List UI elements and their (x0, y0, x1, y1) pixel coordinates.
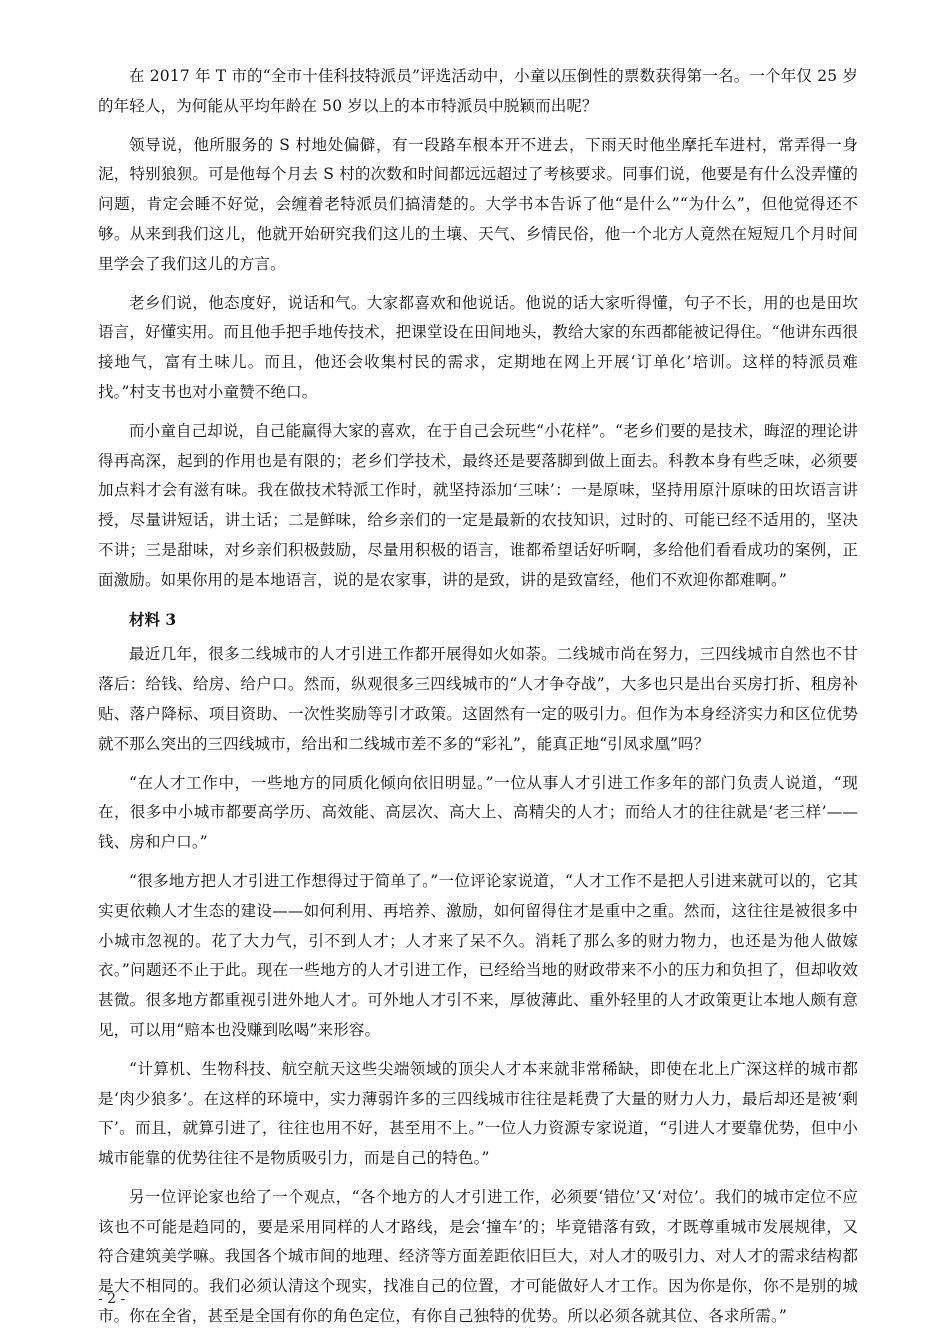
page-number: - 2 - (98, 1291, 126, 1307)
paragraph: “在人才工作中，一些地方的同质化倾向依旧明显。”一位从事人才引进工作多年的部门负责人说道，“现在，很多中小城市都要高学历、高效能、高层次、高大上、高精尖的人才；而给人才的往往就是‘老三样’——钱、房和户口。” (98, 773, 858, 852)
section-heading: 材料 3 (129, 609, 177, 629)
paragraph: 而小童自己却说，自己能赢得大家的喜欢，在于自己会玩些“小花样”。“老乡们要的是技术，晦涩的理论讲得再高深，起到的作用也是有限的；老乡们学技术，最终还是要落脚到做上面去。科教本身有些乏味，必须要加点料才会有滋有味。我在做技术特派工作时，就坚持添加‘三味’：一是原味，坚持用原汁原味的田坎语言讲授，尽量讲短话，讲土话；二是鲜味，给乡亲们的一定是最新的农技知识，过时的、可能已经不适用的，坚决不讲；三是甜味，对乡亲们积极鼓励，尽量用积极的语言，谁都希望话好听啊，多给他们看看成功的案例，正面激励。如果你用的是本地语言，说的是农家事，讲的是致，讲的是致富经，他们不欢迎你都难啊。” (98, 421, 858, 589)
paragraph: 领导说，他所服务的 S 村地处偏僻，有一段路车根本开不进去，下雨天时他坐摩托车进村，常弄得一身泥，特别狼狈。可是他每个月去 S 村的次数和时间都远远超过了考核要求。同事们说，他要是有什么没弄懂的问题，肯定会睡不好觉，会缠着老特派员们搞清楚的。大学书本告诉了他“是什么”“为什么”，但他觉得还不够。从来到我们这儿，他就开始研究我们这儿的土壤、天气、乡情民俗，他一个北方人竟然在短短几个月时间里学会了我们这儿的方言。 (98, 135, 858, 273)
paragraph: 在 2017 年 T 市的“全市十佳科技特派员”评选活动中，小童以压倒性的票数获得第一名。一个年仅 25 岁的年轻人，为何能从平均年龄在 50 岁以上的本市特派员中脱颖而出呢？ (98, 67, 858, 115)
paragraph: “计算机、生物科技、航空航天这些尖端领域的顶尖人才本来就非常稀缺，即使在北上广深这样的城市都是‘肉少狼多’。在这样的环境中，实力薄弱许多的三四线城市往往是耗费了大量的财力人力，最后却还是被‘剩下’。而且，就算引进了，往往也用不好，甚至用不上。”一位人力资源专家说道，“引进人才要靠优势，但中小城市能靠的优势往往不是物质吸引力，而是自己的特色。” (98, 1059, 858, 1168)
document-body (98, 62, 858, 1341)
paragraph: 另一位评论家也给了一个观点，“各个地方的人才引进工作，必须要‘错位’又‘对位’。我们的城市定位不应该也不可能是趋同的，要是采用同样的人才路线，是会‘撞车’的；毕竟错落有致，才既尊重城市发展规律，又符合建筑美学嘛。我国各个城市间的地理、经济等方面差距依旧巨大，对人才的吸引力、对人才的需求结构都是大不相同的。我们必须认清这个现实，找准自己的位置，才可能做好人才工作。因为你是你，你不是别的城市。你在全省，甚至是全国有你的角色定位，有你自己独特的优势。所以必须各就其位、各求所需。” (98, 1187, 858, 1326)
paragraph: “很多地方把人才引进工作想得过于简单了。”一位评论家说道，“人才工作不是把人引进来就可以的，它其实更依赖人才生态的建设——如何利用、再培养、激励，如何留得住才是重中之重。然而，这往往是被很多中小城市忽视的。花了大力气，引不到人才；人才来了呆不久。消耗了那么多的财力物力，也还是为他人做嫁衣。”问题还不止于此。现在一些地方的人才引进工作，已经给当地的财政带来不小的压力和负担了，但却收效甚微。很多地方都重视引进外地人才。可外地人才引不来，厚彼薄此、重外轻里的人才政策更让本地人颇有意见，可以用“赔本也没赚到吆喝”来形容。 (98, 871, 858, 1039)
paragraph: 老乡们说，他态度好，说话和气。大家都喜欢和他说话。他说的话大家听得懂，句子不长，用的也是田坎语言，好懂实用。而且他手把手地传技术，把课堂设在田间地头，教给大家的东西都能被记得住。“他讲东西很接地气，富有土味儿。而且，他还会收集村民的需求，定期地在网上开展‘订单化’培训。这样的特派员难找。”村支书也对小童赞不绝口。 (98, 293, 858, 401)
paragraph: 最近几年，很多二线城市的人才引进工作都开展得如火如荼。二线城市尚在努力，三四线城市自然也不甘落后：给钱、给房、给户口。然而，纵观很多三四线城市的“人才争夺战”，大多也只是出台买房打折、租房补贴、落户降标、项目资助、一次性奖励等引才政策。这固然有一定的吸引力。但作为本身经济实力和区位优势就不那么突出的三四线城市，给出和二线城市差不多的“彩礼”，能真正地“引凤求凰”吗？ (98, 645, 858, 753)
